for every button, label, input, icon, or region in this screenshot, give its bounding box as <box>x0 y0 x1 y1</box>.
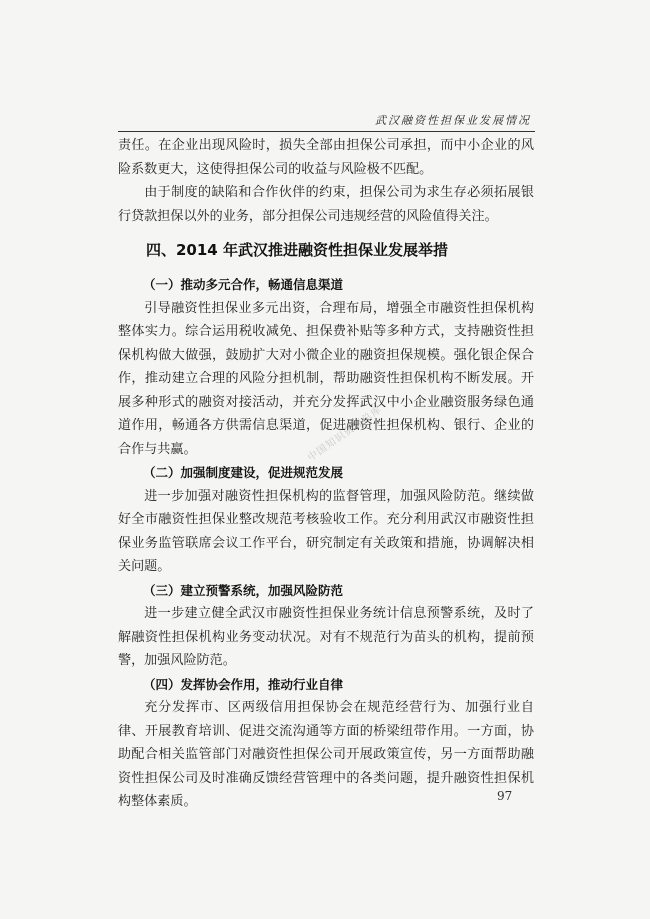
running-header: 武汉融资性担保业发展情况 <box>375 114 531 127</box>
page-number: 97 <box>497 789 513 803</box>
subsection-paragraph-1: 引导融资性担保业多元出资，合理布局，增强全市融资性担保机构整体实力。综合运用税收减免、担保费补贴等多种方式，支持融资性担保机构做大做强，鼓励扩大对小微企业的融资担保规模。强化银企保合作，推动建立合理的风险分担机制，帮助融资性担保机构不断发展。开展多种形式的融资对接活动，并充分发挥武汉中小企业融资服务绿色通道作用，畅通各方供需信息渠道，促进融资性担保机构、银行、企业的合作与共赢。 <box>118 300 534 457</box>
subsection-title-3: （三）建立预警系统，加强风险防范 <box>143 582 344 598</box>
subsection-paragraph-2: 进一步加强对融资性担保机构的监督管理，加强风险防范。继续做好全市融资性担保业整改规范考核验收工作。充分利用武汉市融资性担保业务监管联席会议工作平台，研究制定有关政策和措施，协调解决相关问题。 <box>118 488 534 574</box>
subsection-title-1: （一）推动多元合作，畅通信息渠道 <box>143 277 344 292</box>
subsection-paragraph-3: 进一步建立健全武汉市融资性担保业务统计信息预警系统，及时了解融资性担保机构业务变动状况。对有不规范行为苗头的机构，提前预警，加强风险防范。 <box>118 606 534 668</box>
subsection-title-2: （二）加强制度建设，促进规范发展 <box>143 465 344 480</box>
subsection-paragraph-4: 充分发挥市、区两级信用担保协会在规范经营行为、加强行业自律、开展教育培训、促进交流沟通等方面的桥梁纽带作用。一方面，协助配合相关监管部门对融资性担保公司开展政策宣传，另一方面帮助融资性担保公司及时准确反馈经营管理中的各类问题，提升融资性担保机构整体素质。 <box>118 700 534 809</box>
paragraph: 由于制度的缺陷和合作伙伴的约束，担保公司为求生存必须拓展银行贷款担保以外的业务，部分担保公司违规经营的风险值得关注。 <box>118 185 534 224</box>
section-title: 四、2014 年武汉推进融资性担保业发展举措 <box>146 241 448 259</box>
watermark: 中国知识资源总库 <box>305 404 385 464</box>
continued-paragraph: 责任。在企业出现风险时，损失全部由担保公司承担，而中小企业的风险系数更大，这使得担保公司的收益与风险极不匹配。 <box>118 138 534 177</box>
main-content <box>118 134 534 814</box>
subsection-title-4: （四）发挥协会作用，推动行业自律 <box>143 676 344 692</box>
header-rule <box>118 131 535 132</box>
